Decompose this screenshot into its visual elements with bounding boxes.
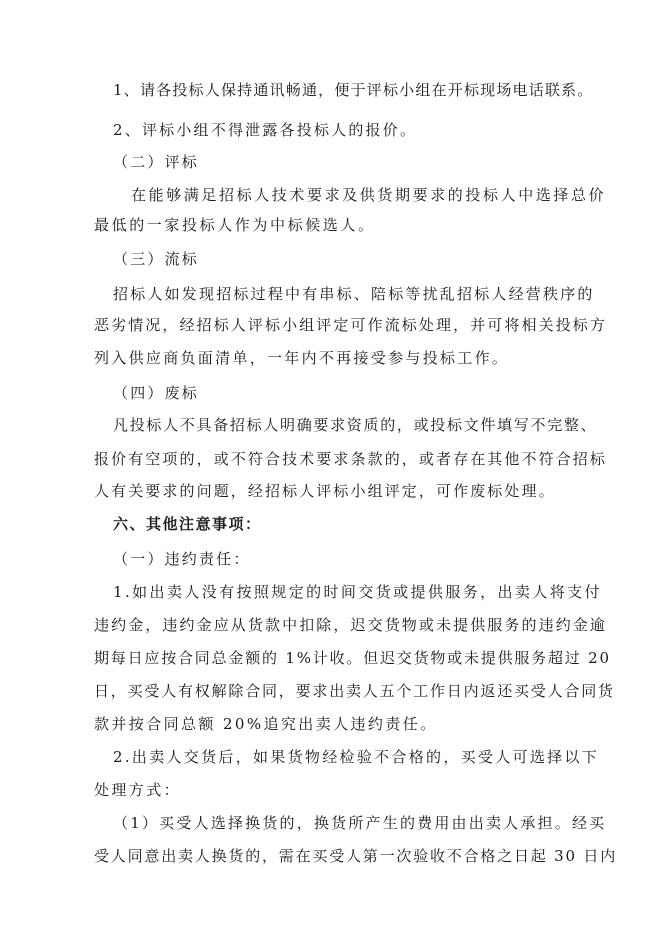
text-line: 受人同意出卖人换货的，需在买受人第一次验收不合格之日起 30 日内 <box>94 847 618 865</box>
text-line: （1）买受人选择换货的，换货所产生的费用由出卖人承担。经买 <box>113 814 607 832</box>
text-line: 处理方式： <box>94 781 182 799</box>
text-line: 2.出卖人交货后，如果货物经检验不合格的，买受人可选择以下 <box>113 748 600 766</box>
text-line: 在能够满足招标人技术要求及供货期要求的投标人中选择总价 <box>131 186 607 204</box>
text-line: 1、请各投标人保持通讯畅通，便于评标小组在开标现场电话联系。 <box>113 81 594 99</box>
text-line: 报价有空项的，或不符合技术要求条款的，或者存在其他不符合招标 <box>94 450 608 468</box>
text-line: 最低的一家投标人作为中标候选人。 <box>94 216 376 234</box>
text-line: 2、评标小组不得泄露各投标人的报价。 <box>113 121 418 139</box>
text-line: 期每日应按合同总金额的 1%计收。但迟交货物或未提供服务超过 20 <box>94 649 611 667</box>
text-line: （三）流标 <box>113 250 200 268</box>
text-line: （四）废标 <box>113 384 200 402</box>
section-heading: 六、其他注意事项： <box>113 515 262 533</box>
text-line: 款并按合同总额 20%追究出卖人违约责任。 <box>94 715 438 733</box>
text-line: （二）评标 <box>113 153 200 171</box>
text-line: 违约金，违约金应从货款中扣除，迟交货物或未提供服务的违约金逾 <box>94 616 608 634</box>
text-line: 1.如出卖人没有按照规定的时间交货或提供服务，出卖人将支付 <box>113 583 602 601</box>
text-line: 日，买受人有权解除合同，要求出卖人五个工作日内返还买受人合同货 <box>94 682 615 700</box>
text-line: 招标人如发现招标过程中有串标、陪标等扰乱招标人经营秩序的 <box>113 285 595 303</box>
text-line: 恶劣情况，经招标人评标小组评定可作流标处理，并可将相关投标方 <box>94 316 608 334</box>
text-line: 列入供应商负面清单，一年内不再接受参与投标工作。 <box>94 349 510 367</box>
text-line: 人有关要求的问题，经招标人评标小组评定，可作废标处理。 <box>94 482 556 500</box>
text-line: 凡投标人不具备招标人明确要求资质的，或投标文件填写不完整、 <box>113 416 598 434</box>
text-line: （一）违约责任： <box>113 550 251 568</box>
